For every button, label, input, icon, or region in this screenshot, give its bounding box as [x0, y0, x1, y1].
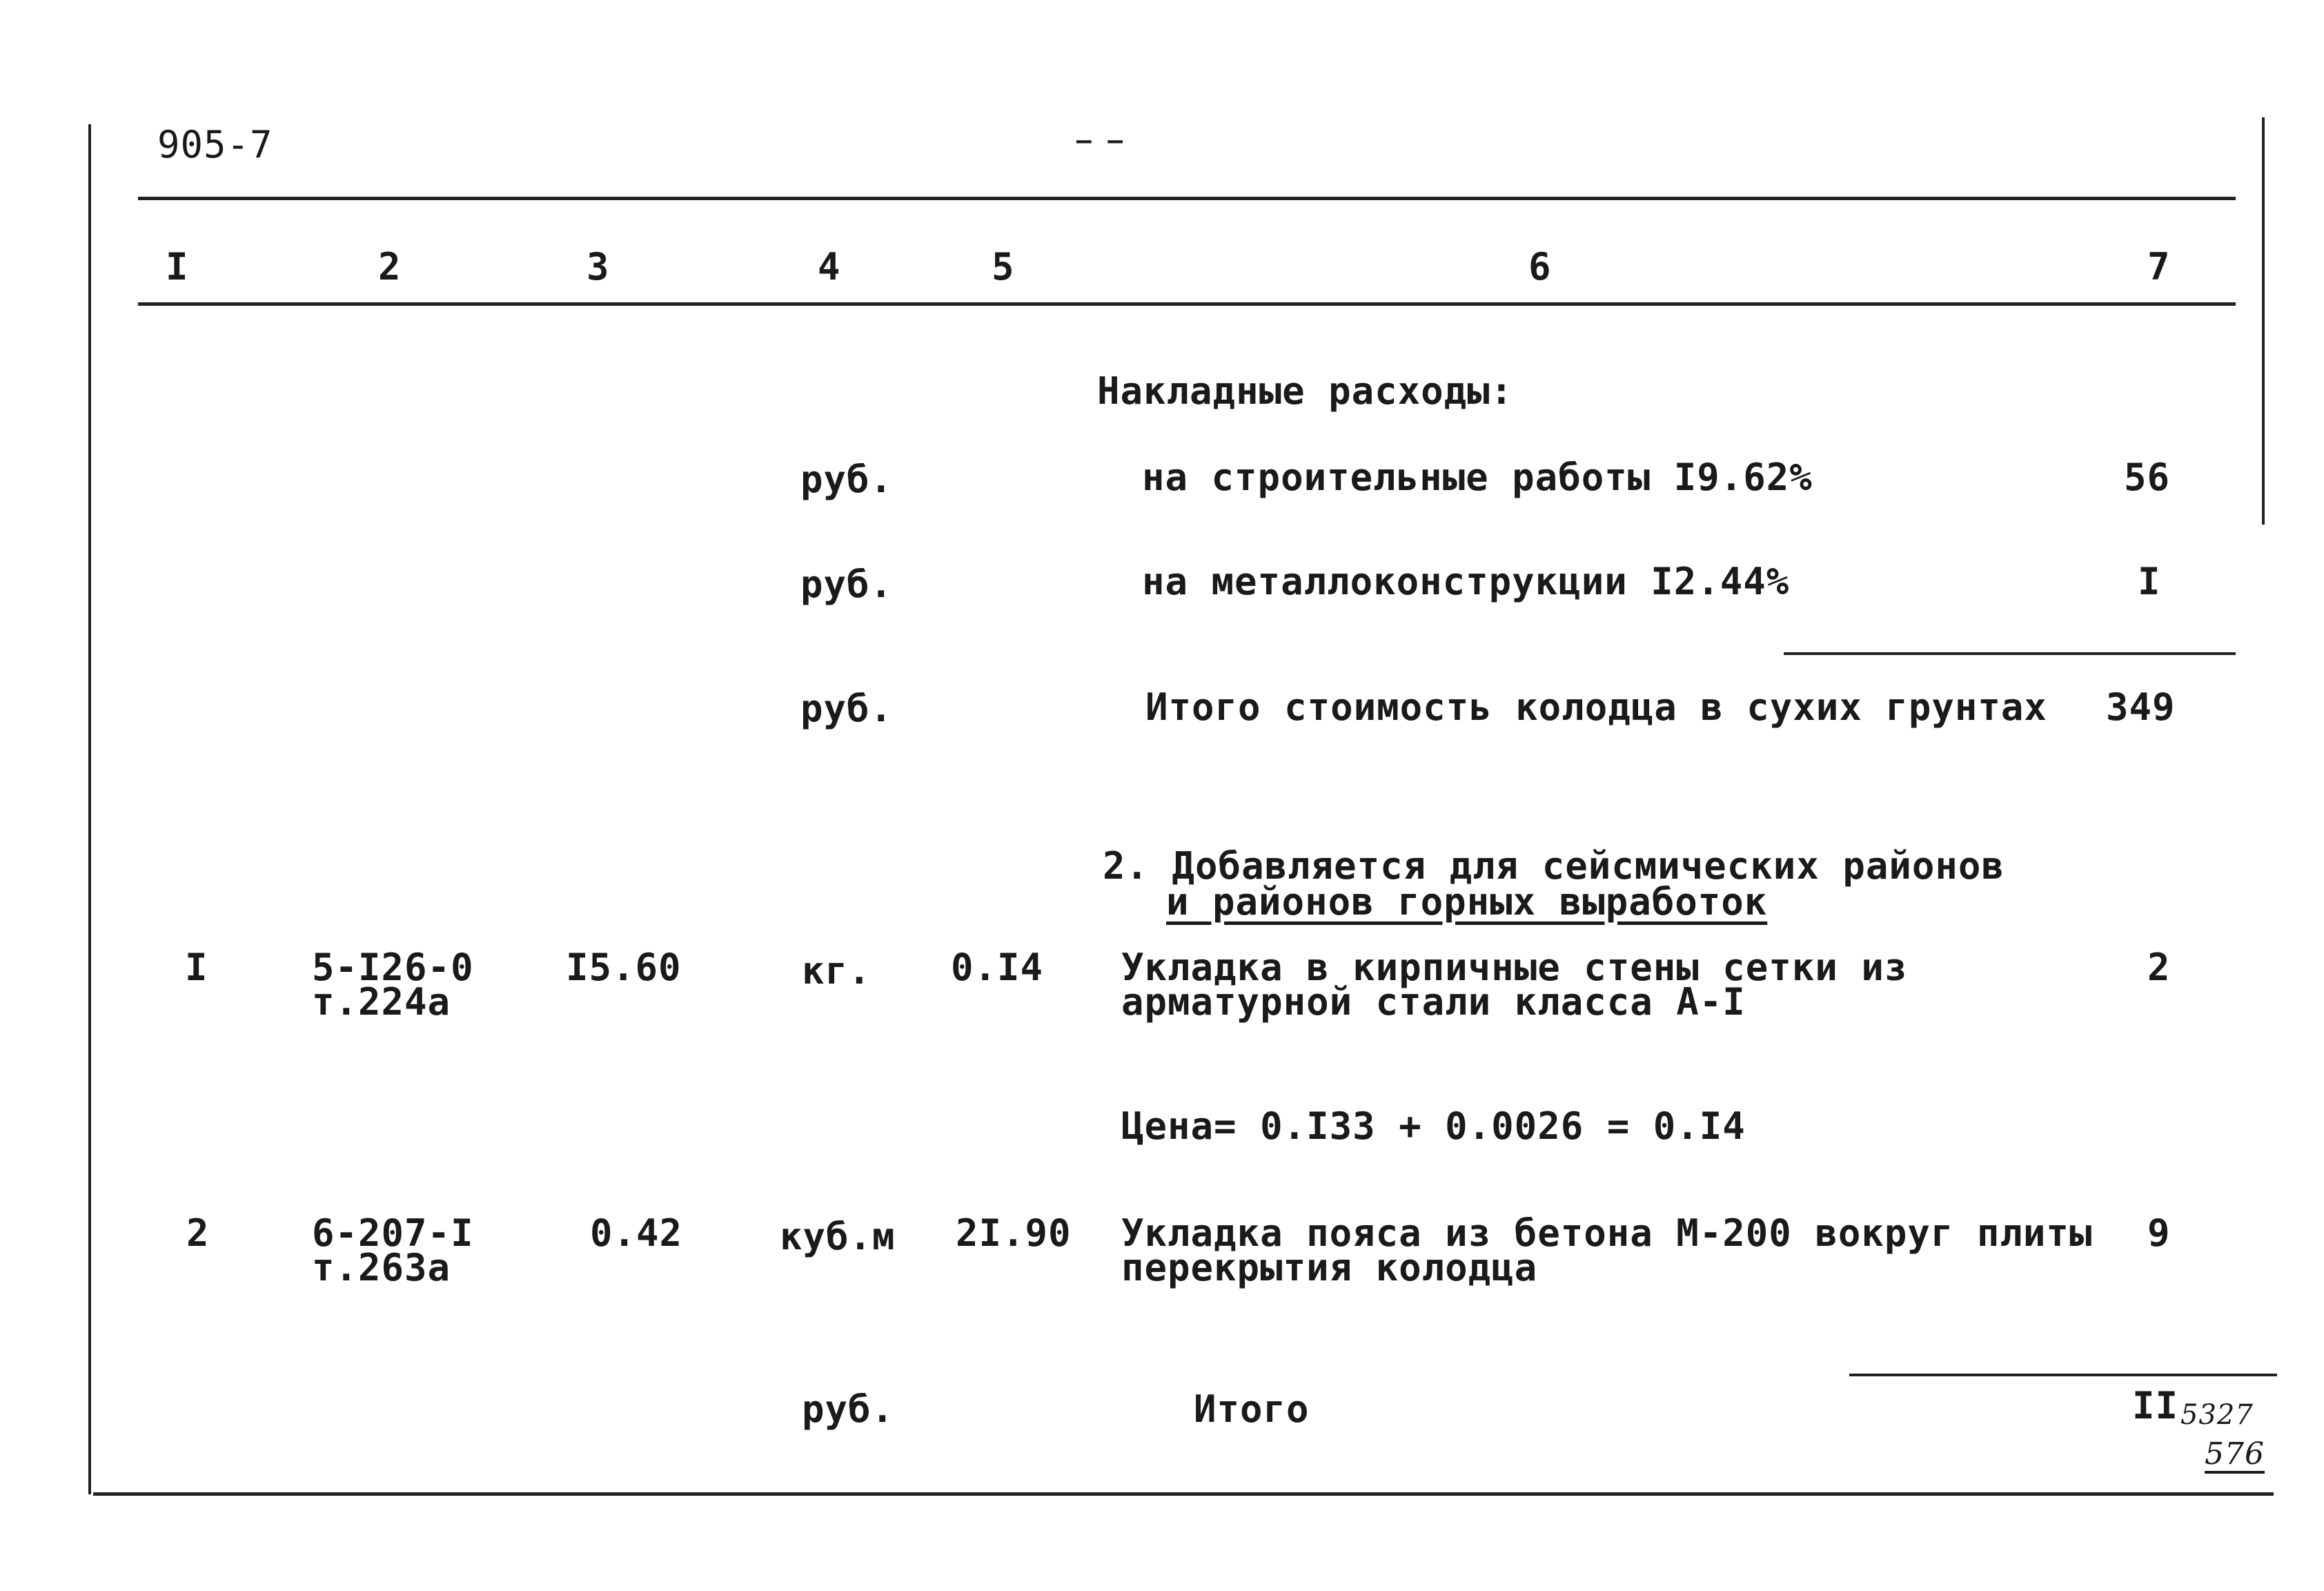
item-1-code-line2: т.224а	[312, 980, 451, 1024]
column-header-6: 6	[1528, 245, 1552, 289]
item-1-desc-line2: арматурной стали класса А-I	[1121, 980, 1746, 1024]
total-label: Итого	[1194, 1387, 1310, 1431]
item-2-qty: 0.42	[590, 1211, 683, 1255]
item-1-qty: I5.60	[566, 946, 682, 989]
item-2-code-line1: 6-207-I	[312, 1211, 474, 1255]
overhead-row-1-value: 56	[2124, 456, 2171, 499]
item-1-price: 0.I4	[951, 946, 1044, 989]
item-1-value: 2	[2147, 946, 2171, 989]
page-marks: – –	[1076, 126, 1124, 155]
overhead-row-1-desc: на строительные работы I9.62%	[1142, 456, 1813, 499]
archive-stamp-page: 576	[2205, 1436, 2265, 1472]
item-2-number: 2	[186, 1211, 210, 1255]
item-2-unit: куб.м	[780, 1215, 896, 1258]
total-unit: руб.	[802, 1387, 895, 1431]
column-header-1: I	[166, 245, 189, 289]
column-header-7: 7	[2147, 245, 2171, 289]
section-2-title-line2: и районов горных выработок	[1166, 880, 1768, 924]
item-2-price: 2I.90	[956, 1211, 1072, 1255]
column-header-3: 3	[587, 245, 610, 289]
column-header-2: 2	[378, 245, 402, 289]
overhead-total-value: 349	[2106, 685, 2176, 729]
section-2-title-line1: 2. Добавляется для сейсмических районов	[1103, 844, 2005, 888]
item-2-desc-line2: перекрытия колодца	[1121, 1246, 1538, 1289]
overhead-title: Накладные расходы:	[1097, 369, 1514, 413]
overhead-total-desc: Итого стоимость колодца в сухих грунтах	[1145, 685, 2047, 729]
doc-code: 905-7	[157, 123, 273, 166]
overhead-row-1-unit: руб.	[800, 458, 894, 501]
left-margin-line	[88, 124, 91, 1494]
item-2-desc-line1: Укладка пояса из бетона М-200 вокруг плиты	[1121, 1211, 2093, 1255]
item-1-desc-line1: Укладка в кирпичные стены сетки из	[1121, 946, 1908, 989]
overhead-row-2-desc: на металлоконструкции I2.44%	[1142, 560, 1790, 603]
total-rule	[1849, 1374, 2277, 1376]
overhead-row-2-value: I	[2138, 560, 2161, 603]
overhead-row-2-unit: руб.	[800, 563, 894, 606]
header-rule-bottom	[138, 302, 2236, 306]
column-header-4: 4	[818, 245, 841, 289]
subtotal-rule	[1784, 652, 2236, 655]
archive-stamp-number: 5327	[2180, 1399, 2254, 1431]
item-1-number: I	[185, 946, 208, 989]
item-2-value: 9	[2147, 1211, 2171, 1255]
price-note: Цена= 0.I33 + 0.0026 = 0.I4	[1121, 1104, 1746, 1148]
item-2-code-line2: т.263а	[312, 1246, 451, 1289]
column-header-5: 5	[992, 245, 1015, 289]
bottom-rule	[93, 1492, 2274, 1496]
item-1-unit: кг.	[802, 949, 872, 993]
header-rule-top	[138, 197, 2236, 200]
total-value: II	[2132, 1384, 2179, 1427]
right-margin-line	[2262, 117, 2265, 525]
item-1-code-line1: 5-I26-0	[312, 946, 474, 989]
overhead-total-unit: руб.	[800, 687, 894, 730]
